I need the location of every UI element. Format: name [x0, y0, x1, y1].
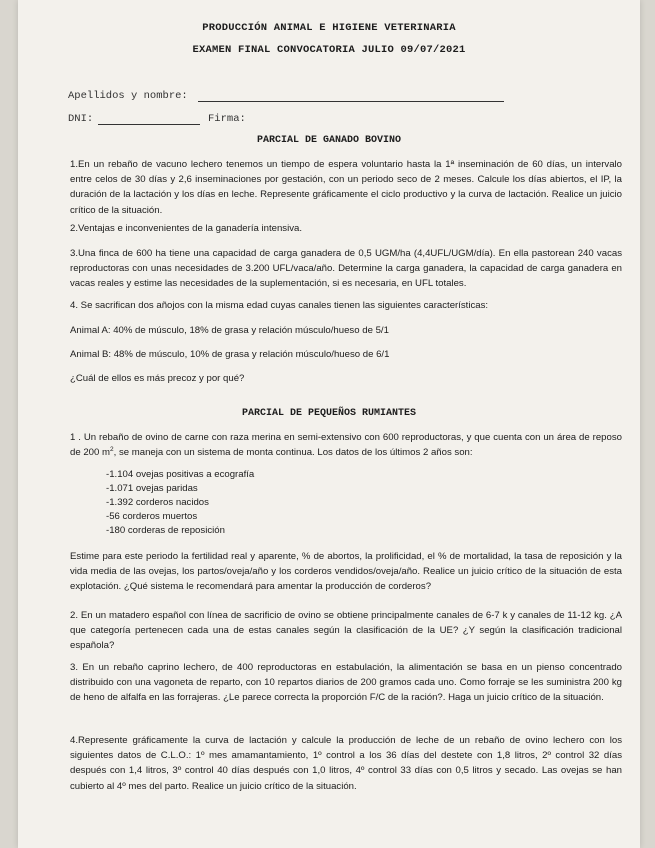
exam-title: PRODUCCIÓN ANIMAL E HIGIENE VETERINARIA — [202, 22, 456, 34]
bovino-q4: 4. Se sacrifican dos añojos con la misma edad cuyas canales tienen las siguientes características: — [70, 300, 489, 311]
q1-intro-text-end: , se maneja con un sistema de monta continua. Los datos de los últimos 2 años son: — [113, 447, 473, 459]
animal-b: Animal B: 48% de músculo, 10% de grasa y relación músculo/hueso de 6/1 — [70, 349, 390, 360]
exam-subtitle: EXAMEN FINAL CONVOCATORIA JULIO 09/07/2021 — [192, 44, 466, 56]
q1-intro-text: 1 . Un rebaño de ovino de carne con raza merina en semi-extensivo con 600 reproductoras, y que cuenta con un área de reposo de 200 m — [70, 432, 622, 459]
list-item: -56 corderos muertos — [106, 511, 198, 522]
dni-label: DNI: — [68, 113, 94, 125]
rumiantes-q1-intro — [70, 430, 622, 460]
name-label: Apellidos y nombre: — [68, 90, 188, 102]
bovino-q2: 2.Ventajas e inconvenientes de la ganadería intensiva. — [70, 223, 303, 234]
rumiantes-q2: 2. En un matadero español con línea de sacrificio de ovino se obtiene principalmente canales de 6-7 k y canales de 11-12 kg. ¿A que categoría pertenecen cada una de estas canales según la clasificación de la UE? ¿Y según la clasificación tradicional española? — [70, 610, 622, 652]
list-item: -180 corderas de reposición — [106, 525, 225, 536]
animal-a: Animal A: 40% de músculo, 18% de grasa y relación músculo/hueso de 5/1 — [70, 325, 389, 336]
exam-page — [18, 0, 640, 848]
name-line[interactable] — [198, 101, 504, 102]
list-item: -1.392 corderos nacidos — [106, 497, 209, 508]
bovino-q1: 1.En un rebaño de vacuno lechero tenemos un tiempo de espera voluntario hasta la 1ª inseminación de 60 días, un intervalo entre celos de 30 días y 2,6 inseminaciones por gestación, con un periodo seco de 2 meses. Calcule los días abiertos, el IP, la duración de la lactación y los días en leche. Represente gráficamente el ciclo productivo y la curva de lactación. Realice un juicio crítico de la situación. — [70, 159, 622, 216]
rumiantes-q4: 4.Represente gráficamente la curva de lactación y calcule la producción de leche de un rebaño de ovino lechero con los siguientes datos de C.L.O.: 1º mes amamantamiento, 1º control a los 36 días del destete con 1,8 litros, 2º control 32 días después con 1,4 litros, 3º control 40 días después con 1,0 litros, 4º control 33 días con 0,5 litros y secado. Las ovejas se han cubierto al 4º mes del parto. Realice un juicio crítico de la situación. — [70, 735, 622, 792]
rumiantes-q3: 3. En un rebaño caprino lechero, de 400 reproductoras en estabulación, la alimentación se basa en un pienso concentrado distribuido con una vagoneta de reparto, con 10 repartos diarios de 200 gramos cada uno. Como forraje se les suministra 200 kg de heno de alfalfa en las forrajeras. ¿Le parece correcta la proporción F/C de la ración?. Haga un juicio crítico de la situación. — [70, 662, 622, 704]
firma-label: Firma: — [208, 113, 246, 125]
rumiantes-q1-task: Estime para este periodo la fertilidad real y aparente, % de abortos, la prolificidad, el % de mortalidad, la tasa de reposición y la vida media de las ovejas, los partos/oveja/año y los corderos vendidos/oveja/año. Realice un juicio crítico de la situación de esta explotación. ¿Qué sistema le recomendará para amentar la producción de corderos? — [70, 551, 622, 593]
ovine-data-list — [106, 468, 254, 538]
bovino-q4-question: ¿Cuál de ellos es más precoz y por qué? — [70, 373, 245, 384]
bovino-heading: PARCIAL DE GANADO BOVINO — [256, 135, 402, 146]
q1-superscript: 2 — [110, 446, 114, 454]
list-item: -1.104 ovejas positivas a ecografía — [106, 469, 255, 480]
rumiantes-heading: PARCIAL DE PEQUEÑOS RUMIANTES — [241, 408, 417, 419]
bovino-q3: 3.Una finca de 600 ha tiene una capacidad de carga ganadera de 0,5 UGM/ha (4,4UFL/UGM/día). En ella pastorean 240 vacas reproductoras con unas necesidades de 3.200 UFL/vaca/año. Determine la carga ganadera, la capacidad de carga ganadera en vacas reales y estime las necesidades de la suplementación, si es necesaria, en UFL totales. — [70, 248, 622, 290]
list-item: -1.071 ovejas paridas — [106, 483, 198, 494]
dni-line[interactable] — [98, 124, 200, 125]
